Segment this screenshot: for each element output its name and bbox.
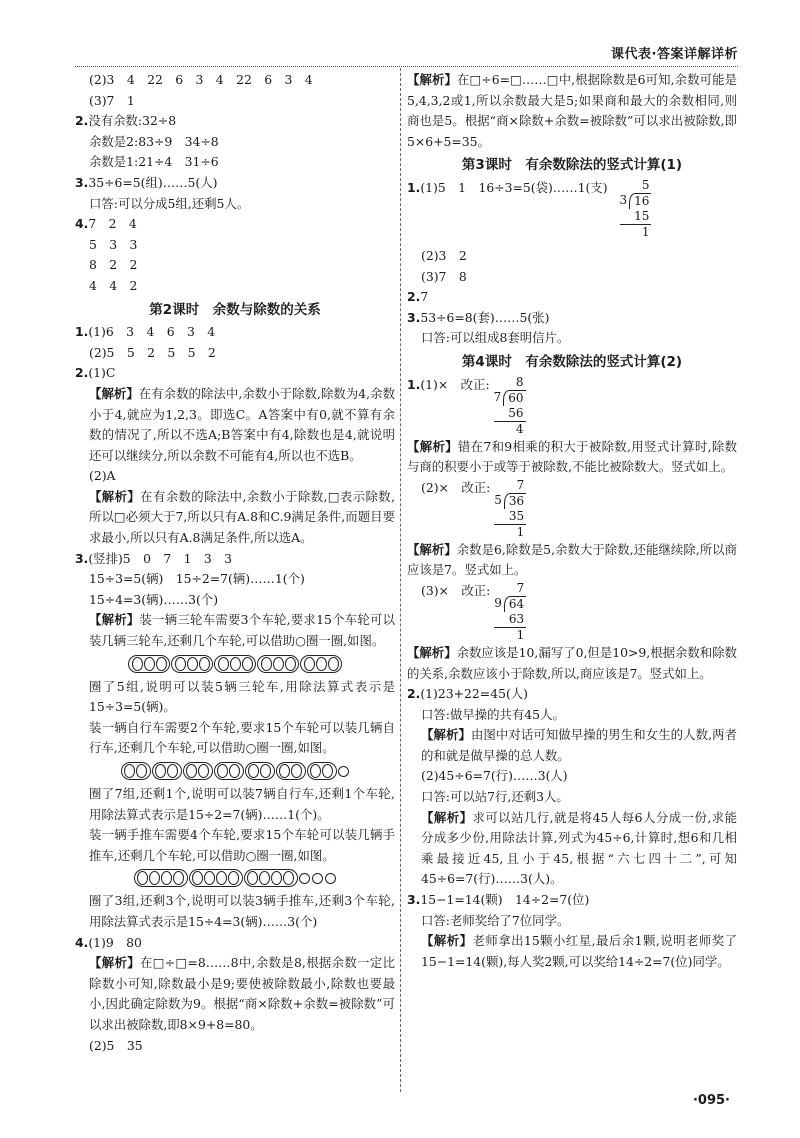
question-number: 3. — [407, 309, 421, 325]
analysis-tag: 【解析】 — [421, 933, 473, 949]
circle-group — [183, 762, 213, 780]
analysis-tag: 【解析】 — [407, 541, 457, 557]
question-number: 3. — [75, 174, 89, 190]
question-number: 2. — [75, 113, 89, 129]
section-title: 第4课时 有余数除法的竖式计算(2) — [461, 353, 683, 370]
section-title: 第3课时 有余数除法的竖式计算(1) — [461, 157, 683, 174]
answer-line: 4 4 2 — [89, 277, 138, 293]
header-title: 课代表·答案详解详析 — [605, 45, 738, 66]
wheel-groups-of-3 — [75, 655, 395, 673]
right-column — [407, 70, 737, 972]
answer-line: (1)5 1 16÷3=5(袋)……1(支) — [420, 179, 608, 195]
question-number: 1. — [407, 179, 421, 195]
answer-line: 口答:老师奖给了7位同学。 — [421, 912, 570, 928]
analysis-tag: 【解析】 — [89, 612, 140, 628]
question-number: 2. — [407, 289, 421, 305]
answer-line: 口答:可以组成8套明信片。 — [421, 330, 570, 346]
answer-line: 7 — [420, 289, 429, 305]
question-number: 1. — [75, 324, 89, 340]
analysis-tag: 【解析】 — [421, 809, 473, 825]
long-division: 7 5 36 35 1 — [494, 477, 525, 539]
explanation: 【解析】错在7和9相乘的积大于被除数,用竖式计算时,除数与商的积要小于或等于被除数,不能比被除数大。竖式如上。 — [407, 438, 738, 475]
answer-line: 15−1=14(颗) 14÷2=7(位) — [420, 892, 590, 908]
page-header — [75, 44, 738, 67]
answer-line: 15÷4=3(辆)……3(个) — [89, 591, 219, 607]
answer-line: (2)5 5 2 5 5 2 — [89, 344, 216, 360]
circle-group — [244, 869, 298, 887]
leftover-circle — [312, 873, 323, 884]
answer-line: (1)23+22=45(人) — [420, 686, 529, 702]
analysis-tag: 【解析】 — [89, 955, 140, 971]
circle-group — [276, 762, 306, 780]
explanation: 【解析】余数是6,除数是5,余数大于除数,还能继续除,所以商应该是7。竖式如上。 — [407, 541, 737, 578]
answer-line: (2)5 35 — [89, 1037, 143, 1053]
question-number: 3. — [75, 550, 89, 566]
leftover-circle — [325, 873, 336, 884]
answer-line: (1)6 3 4 6 3 4 — [88, 324, 216, 340]
answer-line: 余数是2:83÷9 34÷8 — [89, 133, 219, 149]
explanation: 圈了7组,还剩1个,说明可以装7辆自行车,还剩1个车轮,用除法算式表示是15÷2=7(辆)……1(个)。 — [89, 786, 395, 822]
circle-group — [171, 655, 213, 673]
circle-group — [307, 762, 337, 780]
circle-group — [257, 655, 299, 673]
analysis-tag: 【解析】 — [407, 72, 457, 87]
section-title: 第2课时 余数与除数的关系 — [149, 301, 321, 318]
answer-line: 7 2 4 — [88, 216, 137, 232]
analysis-tag: 【解析】 — [89, 488, 141, 504]
answer-line: 8 2 2 — [89, 257, 138, 273]
explanation: 【解析】在□÷6=□……□中,根据除数是6可知,余数可能是5,4,3,2或1,所以余数最大是5;如果商和最大的余数相同,则商也是5。根据“商×除数+余数=被除数”可以求出被除数,即5×6+5=35。 — [407, 72, 738, 149]
explanation: 圈了3组,还剩3个,说明可以装3辆手推车,还剩3个车轮,用除法算式表示是15÷4=3(辆)……3(个) — [89, 893, 395, 929]
analysis-tag: 【解析】 — [89, 385, 139, 401]
circle-group — [152, 762, 182, 780]
explanation: 【解析】在有余数的除法中,余数小于除数,除数为4,余数小于4,就应为1,2,3。即选C。A答案中有0,就不算有余数的情况了,所以不选A;B答案中有4,除数也是4,就说明还可以继续分,所以余数不可能有4,所以也不选B。 — [89, 385, 396, 463]
explanation: 【解析】装一辆三轮车需要3个车轮,要求15个车轮可以装几辆三轮车,还剩几个车轮,可以借助○圈一圈,如图。 — [89, 612, 395, 649]
question-number: 2. — [75, 365, 89, 381]
wheel-groups-of-2 — [75, 762, 395, 780]
leftover-circle — [338, 766, 349, 777]
answer-line: 15÷3=5(辆) 15÷2=7(辆)……1(个) — [89, 571, 305, 587]
analysis-tag: 【解析】 — [421, 727, 471, 743]
circle-group — [189, 869, 243, 887]
circle-group — [128, 655, 170, 673]
question-number: 4. — [75, 934, 89, 950]
answer-line: (2)3 2 — [421, 247, 467, 263]
answer-line: (3)× 改正: — [421, 582, 491, 598]
answer-line: (2)× 改正: — [421, 479, 491, 495]
answer-line: 53÷6=8(套)……5(张) — [420, 309, 550, 325]
question-number: 4. — [75, 216, 89, 232]
answer-line: 35÷6=5(组)……5(人) — [88, 174, 218, 190]
question-number: 3. — [407, 892, 421, 908]
answer-line: (2)45÷6=7(行)……3(人) — [421, 768, 568, 784]
question-number: 1. — [407, 376, 421, 392]
answer-line: 口答:做早操的共有45人。 — [421, 706, 565, 722]
answer-line: (2)3 4 22 6 3 4 22 6 3 4 — [89, 72, 313, 87]
circle-group — [300, 655, 342, 673]
answer-line: (竖排)5 0 7 1 3 3 — [88, 550, 233, 566]
explanation: 圈了5组,说明可以装5辆三轮车,用除法算式表示是15÷3=5(辆)。 — [89, 678, 395, 715]
answer-line: 余数是1:21÷4 31÷6 — [89, 154, 219, 170]
question-number: 2. — [407, 686, 421, 702]
answer-line: 口答:可以站7行,还剩3人。 — [421, 789, 569, 805]
answer-line: (1)9 80 — [88, 934, 142, 950]
explanation: 【解析】老师拿出15颗小红星,最后余1颗,说明老师奖了15−1=14(颗),每人奖2颗,可以奖给14÷2=7(位)同学。 — [421, 933, 738, 969]
long-division: 7 9 64 63 1 — [494, 580, 525, 642]
answer-line: 5 3 3 — [89, 236, 138, 252]
explanation: 【解析】在□÷□=8……8中,余数是8,根据余数一定比除数小可知,除数最小是9;要使被除数最小,除数也要最小,因此确定除数为9。根据“商×除数+余数=被除数”可以求出被除数,即8×9+8=80。 — [89, 955, 395, 1032]
long-division: 8 7 60 56 4 — [493, 374, 524, 436]
answer-line: (1)× 改正: — [420, 376, 490, 392]
circle-group — [214, 655, 256, 673]
answer-line: (3)7 8 — [421, 268, 467, 284]
long-division: 5 3 16 15 1 — [619, 177, 650, 239]
analysis-tag: 【解析】 — [407, 644, 457, 660]
wheel-groups-of-4 — [75, 869, 395, 887]
leftover-circle — [299, 873, 310, 884]
answer-line: 没有余数:32÷8 — [88, 113, 177, 129]
explanation: 【解析】求可以站几行,就是将45人每6人分成一份,求能分成多少份,用除法计算,列式为45÷6,计算时,想6和几相乘最接近45,且小于45,根据“六七四十二”,可知45÷6=7(行)……3(人)。 — [421, 809, 738, 887]
explanation: 【解析】由图中对话可知做早操的男生和女生的人数,两者的和就是做早操的总人数。 — [421, 727, 737, 763]
explanation: 装一辆自行车需要2个车轮,要求15个车轮可以装几辆自行车,还剩几个车轮,可以借助○圈一圈,如图。 — [89, 719, 395, 756]
column-divider — [400, 68, 401, 1092]
circle-group — [134, 869, 188, 887]
answer-line: (2)A — [89, 468, 116, 484]
explanation: 【解析】余数应该是10,漏写了0,但是10>9,根据余数和除数的关系,余数应该小于除数,所以,商应该是7。竖式如上。 — [407, 644, 738, 681]
explanation: 装一辆手推车需要4个车轮,要求15个车轮可以装几辆手推车,还剩几个车轮,可以借助○圈一圈,如图。 — [89, 827, 395, 863]
circle-group — [214, 762, 244, 780]
explanation: 【解析】在有余数的除法中,余数小于除数,□表示除数,所以□必须大于7,所以只有A.8和C.9满足条件,而题目要求最小,所以只有A.8满足条件,所以选A。 — [89, 488, 396, 546]
page-number: ·095· — [692, 1093, 730, 1109]
answer-line: (1)C — [88, 365, 116, 381]
answer-line: 口答:可以分成5组,还剩5人。 — [89, 195, 250, 211]
analysis-tag: 【解析】 — [407, 438, 458, 454]
answer-line: (3)7 1 — [89, 92, 135, 108]
left-column — [75, 70, 395, 1056]
circle-group — [121, 762, 151, 780]
circle-group — [245, 762, 275, 780]
